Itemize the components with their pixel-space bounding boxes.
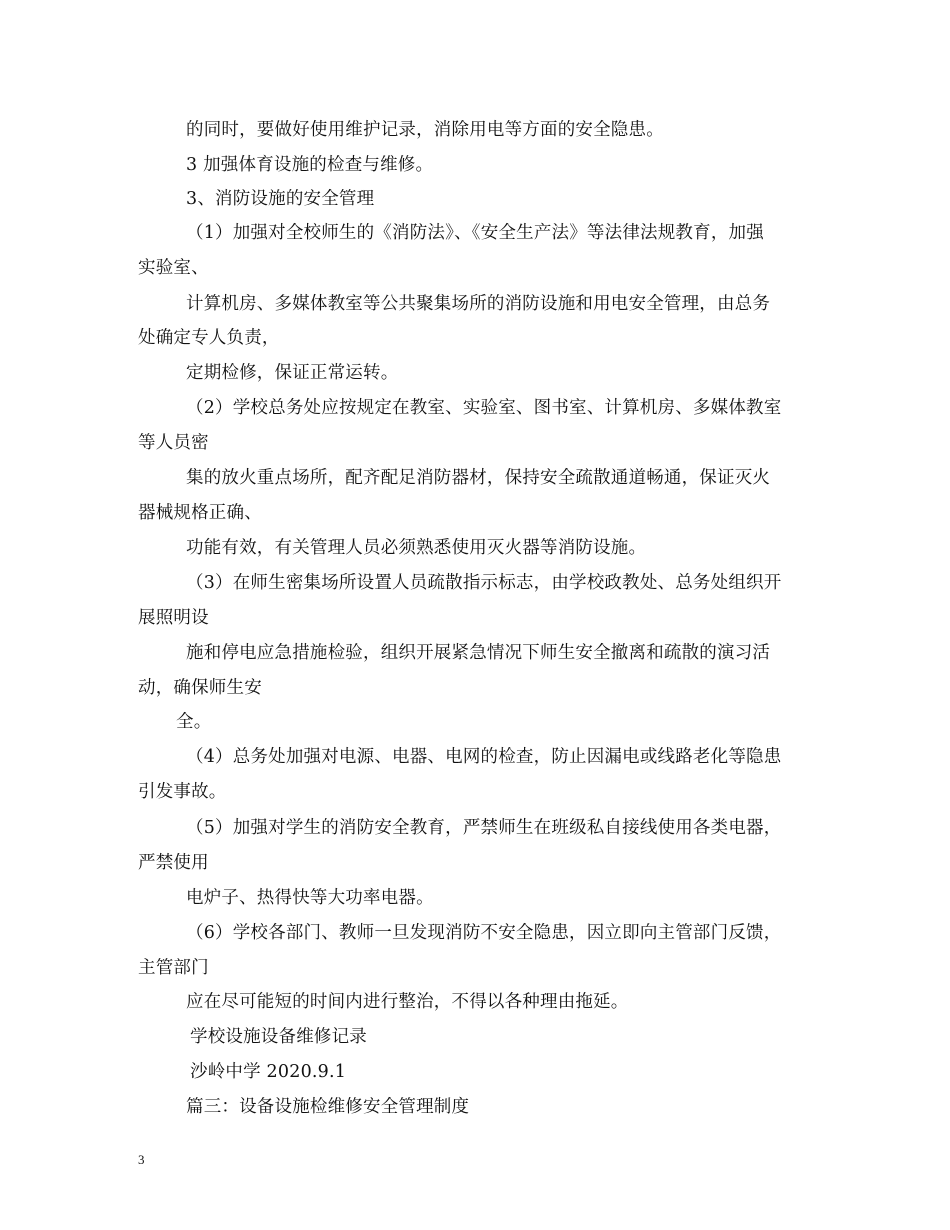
- paragraph-line: 器械规格正确、: [138, 503, 262, 523]
- paragraph-line: （5）加强对学生的消防安全教育，严禁师生在班级私自接线使用各类电器，: [186, 818, 782, 838]
- page-number: 3: [138, 1152, 145, 1167]
- paragraph-line: 主管部门: [138, 958, 209, 978]
- paragraph-line: （6）学校各部门、教师一旦发现消防不安全隐患，因立即向主管部门反馈，: [186, 923, 782, 943]
- paragraph-line: 电炉子、热得快等大功率电器。: [186, 888, 434, 908]
- paragraph-line: 集的放火重点场所，配齐配足消防器材，保持安全疏散通道畅通，保证灭火: [186, 468, 771, 488]
- paragraph-line: 全。: [176, 712, 212, 732]
- paragraph-line: 处确定专人负责，: [138, 328, 280, 348]
- section-heading: 篇三：设备设施检维修安全管理制度: [186, 1097, 470, 1117]
- record-title: 学校设施设备维修记录: [190, 1027, 367, 1047]
- paragraph-line: （4）总务处加强对电源、电器、电网的检查，防止因漏电或线路老化等隐患: [186, 747, 782, 767]
- paragraph-line: （3）在师生密集场所设置人员疏散指示标志，由学校政教处、总务处组织开: [186, 573, 782, 593]
- paragraph-line: 定期检修，保证正常运转。: [186, 363, 399, 383]
- section-heading: 3、消防设施的安全管理: [186, 189, 375, 209]
- paragraph-line: 严禁使用: [138, 853, 209, 873]
- school-and-date: 沙岭中学 2020.9.1: [190, 1062, 347, 1082]
- paragraph-line: 动，确保师生安: [138, 678, 262, 698]
- paragraph-line: 计算机房、多媒体教室等公共聚集场所的消防设施和用电安全管理，由总务: [186, 294, 771, 314]
- paragraph-line: 引发事故。: [138, 782, 227, 802]
- paragraph-line: 应在尽可能短的时间内进行整治，不得以各种理由拖延。: [186, 992, 629, 1012]
- paragraph-line: 实验室、: [138, 258, 209, 278]
- paragraph-line: 等人员密: [138, 433, 209, 453]
- paragraph-line: 的同时，要做好使用维护记录，消除用电等方面的安全隐患。: [186, 120, 664, 140]
- paragraph-line: 功能有效，有关管理人员必须熟悉使用灭火器等消防设施。: [186, 538, 647, 558]
- paragraph-line: 施和停电应急措施检验，组织开展紧急情况下师生安全撤离和疏散的演习活: [186, 643, 771, 663]
- paragraph-line: 展照明设: [138, 608, 209, 628]
- paragraph-line: （2）学校总务处应按规定在教室、实验室、图书室、计算机房、多媒体教室: [186, 398, 782, 418]
- paragraph-line: 3 加强体育设施的检查与维修。: [186, 155, 434, 175]
- paragraph-line: （1）加强对全校师生的《消防法》、《安全生产法》等法律法规教育，加强: [186, 223, 764, 243]
